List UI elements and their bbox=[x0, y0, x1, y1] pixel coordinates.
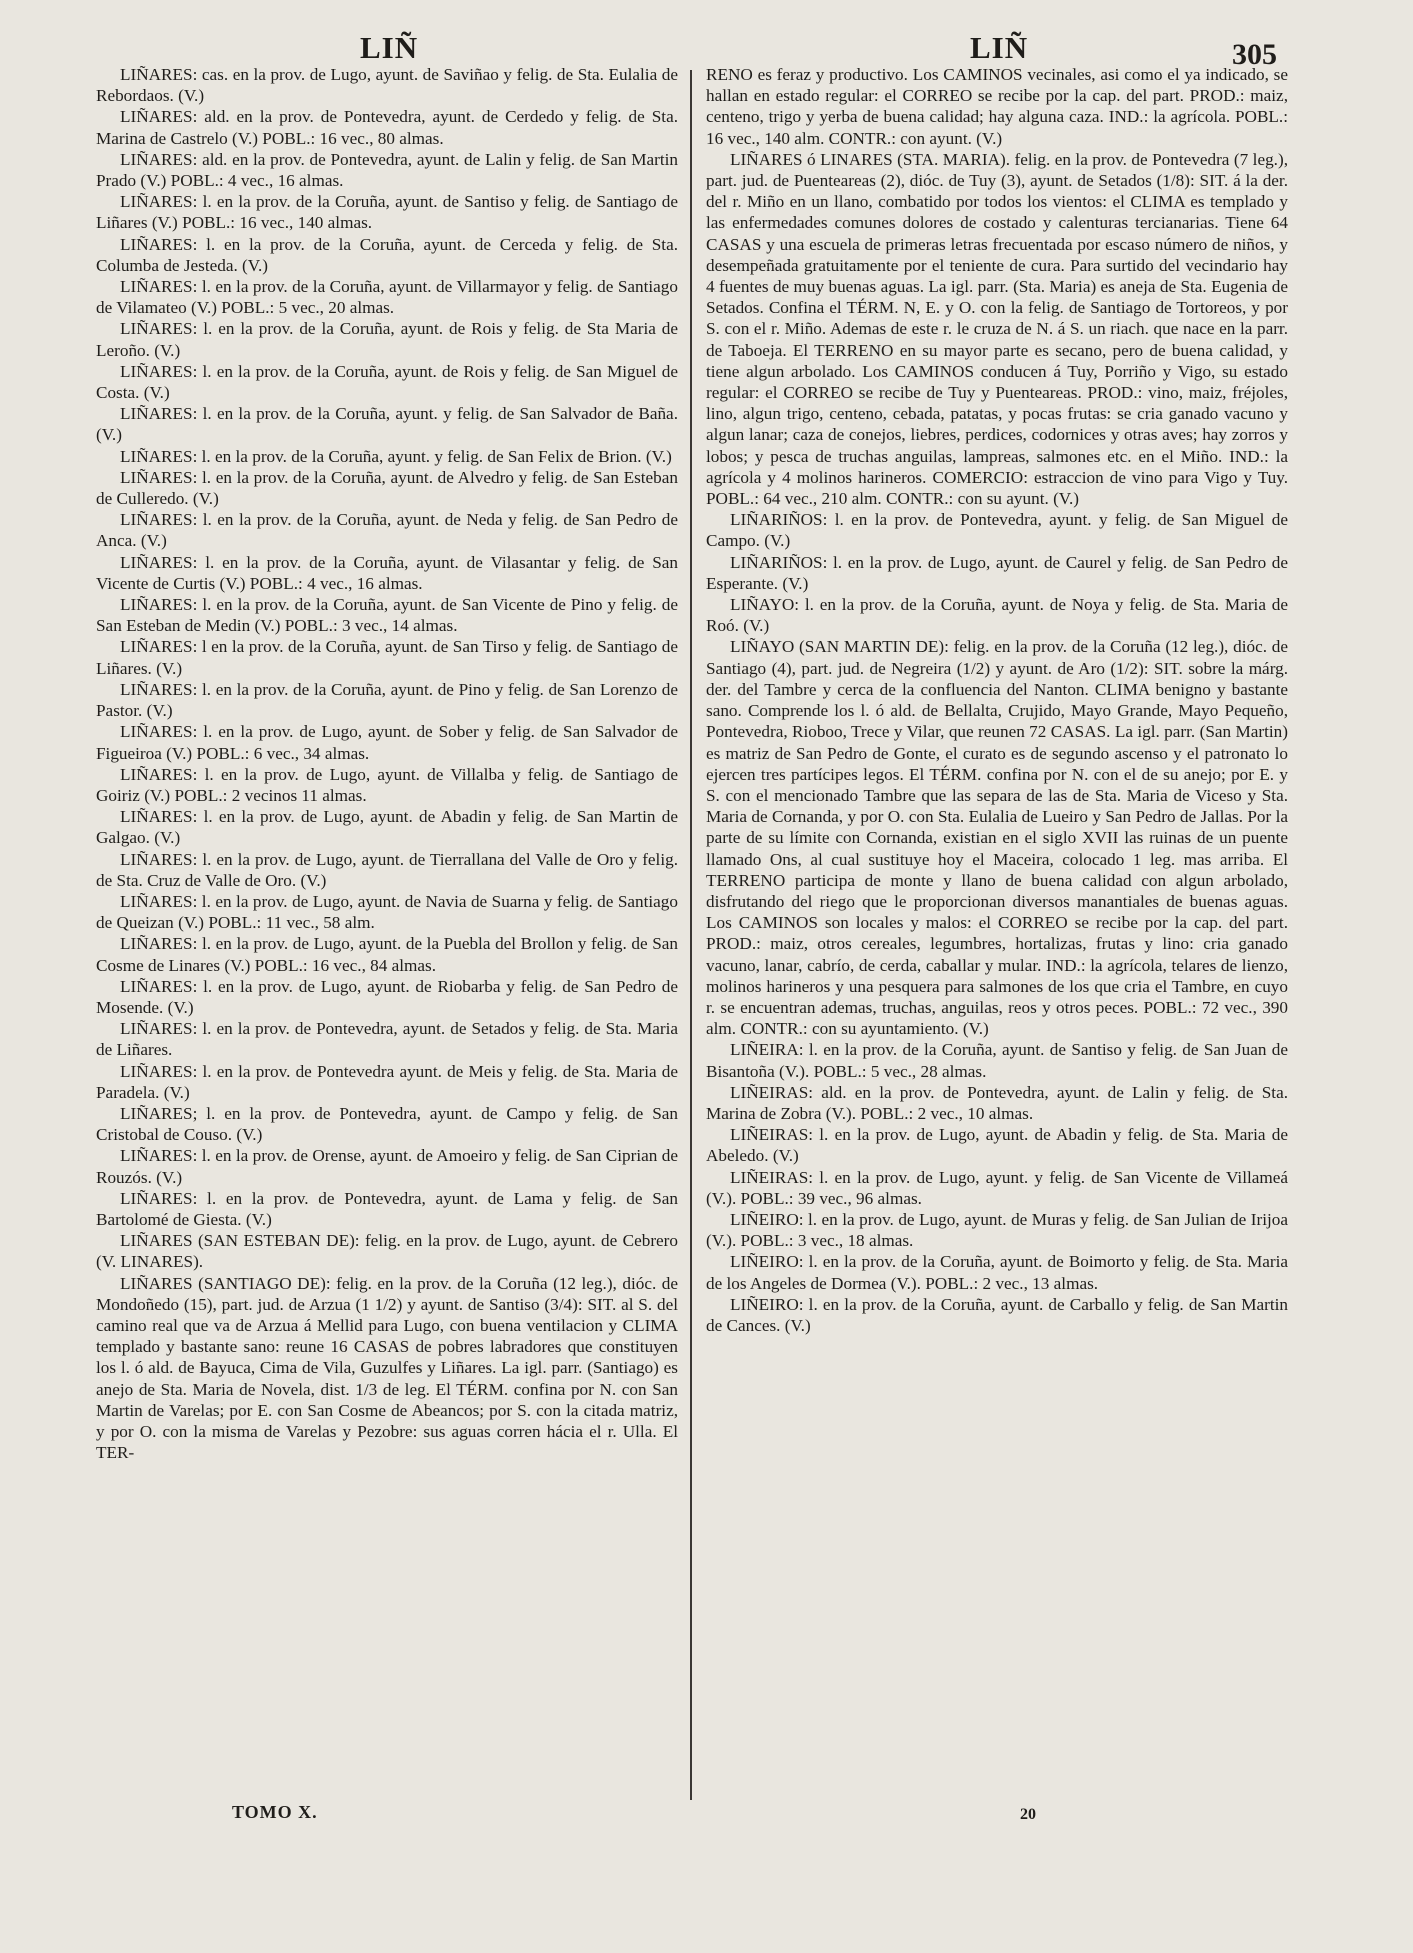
entry: LIÑARIÑOS: l. en la prov. de Pontevedra, ayunt. y felig. de San Miguel de Campo. (V.) bbox=[706, 510, 1288, 551]
entry: LIÑEIRAS: l. en la prov. de Lugo, ayunt. y felig. de San Vicente de Villameá (V.). POBL.: 39 vec., 96 almas. bbox=[706, 1167, 1288, 1208]
entry: LIÑARES: ald. en la prov. de Pontevedra, ayunt. de Lalin y felig. de San Martin Prado (V.) POBL.: 4 vec., 16 almas. bbox=[96, 149, 678, 191]
signature-mark: 20 bbox=[1020, 1806, 1036, 1823]
entry: LIÑARES: l. en la prov. de la Coruña, ayunt. de San Vicente de Pino y felig. de San Esteban de Medin (V.) POBL.: 3 vec., 14 almas. bbox=[96, 595, 678, 636]
entry: LIÑARES: l. en la prov. de Lugo, ayunt. de Tierrallana del Valle de Oro y felig. de Sta. Cruz de Valle de Oro. (V.) bbox=[96, 849, 678, 890]
entry: LIÑARES: l. en la prov. de la Coruña, ayunt. de Villarmayor y felig. de Santiago de Vilamateo (V.) POBL.: 5 vec., 20 almas. bbox=[96, 277, 678, 318]
entry: LIÑARES: l. en la prov. de la Coruña, ayunt. de Pino y felig. de San Lorenzo de Pastor. (V.) bbox=[96, 679, 678, 721]
entry: LIÑARES; l. en la prov. de Pontevedra, ayunt. de Campo y felig. de San Cristobal de Couso. (V.) bbox=[96, 1103, 678, 1145]
volume-footer: TOMO X. bbox=[232, 1802, 318, 1822]
page-number: 305 bbox=[1232, 38, 1277, 71]
entry: LIÑARES: l. en la prov. de la Coruña, ayunt. de Santiso y felig. de Santiago de Liñares (V.) POBL.: 16 vec., 140 almas. bbox=[96, 192, 678, 233]
entry: LIÑARES: l. en la prov. de Lugo, ayunt. de Navia de Suarna y felig. de Santiago de Queizan (V.) POBL.: 11 vec., 58 alm. bbox=[96, 891, 678, 933]
entry: LIÑEIRA: l. en la prov. de la Coruña, ayunt. de Santiso y felig. de San Juan de Bisantoña (V.). POBL.: 5 vec., 28 almas. bbox=[706, 1040, 1288, 1081]
entry: LIÑEIRAS: l. en la prov. de Lugo, ayunt. de Abadin y felig. de Sta. Maria de Abeledo. (V.) bbox=[706, 1125, 1288, 1166]
entry: LIÑARES: cas. en la prov. de Lugo, ayunt. de Saviñao y felig. de Sta. Eulalia de Rebordaos. (V.) bbox=[96, 65, 678, 106]
right-column bbox=[706, 64, 1288, 1336]
entry: LIÑARES: l. en la prov. de Pontevedra, ayunt. de Setados y felig. de Sta. Maria de Liñares. bbox=[96, 1019, 678, 1060]
entry-continuation: RENO es feraz y productivo. Los CAMINOS vecinales, asi como el ya indicado, se hallan en estado regular: el CORREO se recibe por la cap. del part. PROD.: maiz, centeno, trigo y yerba de buena calidad; hay alguna caza. IND.: la agrícola. POBL.: 16 vec., 140 alm. CONTR.: con ayunt. (V.) bbox=[706, 65, 1288, 148]
entry: LIÑARIÑOS: l. en la prov. de Lugo, ayunt. de Caurel y felig. de San Pedro de Esperante. (V.) bbox=[706, 552, 1288, 593]
running-head-left: LIÑ bbox=[360, 30, 419, 65]
entry: LIÑARES (SANTIAGO DE): felig. en la prov. de la Coruña (12 leg.), dióc. de Mondoñedo (15), part. jud. de Arzua (1 1/2) y ayunt. de Santiso (3/4): SIT. al S. del camino real que va de Arzua á Mellid para Lugo, con buena ventilacion y CLIMA templado y bastante sano: reune 16 CASAS de pobres labradores que constituyen los l. ó ald. de Bayuca, Cima de Vila, Guzulfes y Liñares. La igl. parr. (Santiago) es anejo de Sta. Maria de Novela, dist. 1/3 de leg. El TÉRM. confina por N. con San Martin de Varelas; por E. con San Cosme de Abeancos; por S. con la citada matriz, y por O. con la misma de Varelas y Pezobre: sus aguas corren hácia el r. Ulla. El TER- bbox=[96, 1273, 678, 1463]
entry: LIÑARES: l. en la prov. de la Coruña, ayunt. de Cerceda y felig. de Sta. Columba de Jesteda. (V.) bbox=[96, 234, 678, 275]
entry: LIÑEIRO: l. en la prov. de la Coruña, ayunt. de Carballo y felig. de San Martin de Cances. (V.) bbox=[706, 1294, 1288, 1335]
entry: LIÑARES: l. en la prov. de la Coruña, ayunt. de Neda y felig. de San Pedro de Anca. (V.) bbox=[96, 510, 678, 551]
column-divider bbox=[690, 70, 692, 1800]
entry: LIÑEIRO: l. en la prov. de la Coruña, ayunt. de Boimorto y felig. de Sta. Maria de los Angeles de Dormea (V.). POBL.: 2 vec., 13 almas. bbox=[706, 1252, 1288, 1293]
entry: LIÑARES: l. en la prov. de Orense, ayunt. de Amoeiro y felig. de San Ciprian de Rouzós. (V.) bbox=[96, 1146, 678, 1187]
entry: LIÑEIRAS: ald. en la prov. de Pontevedra, ayunt. de Lalin y felig. de Sta. Marina de Zobra (V.). POBL.: 2 vec., 10 almas. bbox=[706, 1082, 1288, 1123]
entry: LIÑEIRO: l. en la prov. de Lugo, ayunt. de Muras y felig. de San Julian de Irijoa (V.). POBL.: 3 vec., 18 almas. bbox=[706, 1209, 1288, 1251]
entry: LIÑARES: l. en la prov. de la Coruña, ayunt. de Rois y felig. de Sta Maria de Leroño. (V.) bbox=[96, 319, 678, 360]
entry: LIÑARES: l en la prov. de la Coruña, ayunt. de San Tirso y felig. de Santiago de Liñares. (V.) bbox=[96, 637, 678, 678]
entry: LIÑARES ó LINARES (STA. MARIA). felig. en la prov. de Pontevedra (7 leg.), part. jud. de Puenteareas (2), dióc. de Tuy (3), ayunt. de Setados (1/8): SIT. á la der. del r. Miño en un llano, combatido por todos los vientos: el CLIMA es templado y las enfermedades comunes dolores de costado y calenturas tercianarias. Tiene 64 CASAS y una escuela de primeras letras frecuentada por escaso número de niños, y desempeñada gratuitamente por el teniente de cura. Para surtido del vecindario hay 4 fuentes de muy buenas aguas. La igl. parr. (Sta. Maria) es aneja de Sta. Eugenia de Setados. Confina el TÉRM. N, E. y O. con la felig. de Santiago de Tortoreos, y por S. con el r. Miño. Ademas de este r. le cruza de N. á S. un riach. que nace en la parr. de Taboeja. El TERRENO en su mayor parte es secano, pero de buena calidad, y tiene algun arbolado. Los CAMINOS conducen á Tuy, Porriño y Vigo, su estado regular: el CORREO se recibe de Tuy y Puenteareas. PROD.: vino, maiz, fréjoles, lino, algun trigo, centeno, cebada, patatas, y pocas frutas: se cria ganado vacuno y algun lanar; caza de conejos, liebres, perdices, codornices y otras aves; hay zorros y lobos; y pesca de truchas anguilas, lampreas, salmones etc. en el Miño. IND.: la agrícola y 4 molinos harineros. COMERCIO: estraccion de vino para Vigo y Tuy. POBL.: 64 vec., 210 alm. CONTR.: con su ayunt. (V.) bbox=[706, 149, 1288, 509]
running-head-right: LIÑ bbox=[970, 30, 1029, 65]
left-column bbox=[96, 64, 678, 1463]
entry: LIÑARES: l. en la prov. de Lugo, ayunt. de Riobarba y felig. de San Pedro de Mosende. (V.) bbox=[96, 976, 678, 1017]
entry: LIÑARES: l. en la prov. de Pontevedra ayunt. de Meis y felig. de Sta. Maria de Paradela. (V.) bbox=[96, 1061, 678, 1102]
entry: LIÑARES: l. en la prov. de Lugo, ayunt. de la Puebla del Brollon y felig. de San Cosme de Linares (V.) POBL.: 16 vec., 84 almas. bbox=[96, 934, 678, 975]
entry: LIÑARES: l. en la prov. de Lugo, ayunt. de Abadin y felig. de San Martin de Galgao. (V.) bbox=[96, 807, 678, 848]
entry: LIÑAYO: l. en la prov. de la Coruña, ayunt. de Noya y felig. de Sta. Maria de Roó. (V.) bbox=[706, 595, 1288, 636]
entry: LIÑARES: l. en la prov. de Pontevedra, ayunt. de Lama y felig. de San Bartolomé de Giesta. (V.) bbox=[96, 1188, 678, 1229]
entry: LIÑARES (SAN ESTEBAN DE): felig. en la prov. de Lugo, ayunt. de Cebrero (V. LINARES). bbox=[96, 1231, 678, 1272]
entry: LIÑARES: l. en la prov. de la Coruña, ayunt. y felig. de San Felix de Brion. (V.) bbox=[120, 446, 672, 466]
entry: LIÑARES: ald. en la prov. de Pontevedra, ayunt. de Cerdedo y felig. de Sta. Marina de Castrelo (V.) POBL.: 16 vec., 80 almas. bbox=[96, 107, 678, 148]
entry: LIÑARES: l. en la prov. de la Coruña, ayunt. de Rois y felig. de San Miguel de Costa. (V.) bbox=[96, 361, 678, 403]
entry: LIÑAYO (SAN MARTIN DE): felig. en la prov. de la Coruña (12 leg.), dióc. de Santiago (4), part. jud. de Negreira (1/2) y ayunt. de Aro (1/2): SIT. sobre la márg. der. del Tambre y cerca de la confluencia del Nanton. CLIMA benigno y bastante sano. Comprende los l. ó ald. de Bellalta, Crujido, Mayo Grande, Mayo Pequeño, Pontevedra, Rioboo, Trece y Vilar, que reunen 72 CASAS. La igl. parr. (San Martin) es matriz de San Pedro de Gonte, el curato es de segundo ascenso y el patronato lo ejercen tres partícipes legos. El TÉRM. confina por N. con el de su anejo; por E. y S. con el mencionado Tambre que las separa de las de Sta. Maria de Viceso y Sta. Maria de Cornanda, y por O. con Sta. Eulalia de Lueiro y San Pedro de Jallas. Por la parte de su límite con Cornanda, existian en el siglo XVII las ruinas de un puente llamado Ons, al cual sustituye hoy el Maceira, colocado 1 leg. mas arriba. El TERRENO participa de monte y llano de buena calidad con algun arbolado, disfrutando del riego que le proporcionan diversos manantiales de buenas aguas. Los CAMINOS son locales y malos: el CORREO se recibe por la cap. del part. PROD.: maiz, otros cereales, legumbres, hortalizas, frutas y lino: cria ganado vacuno, lanar, cabrío, de cerda, caballar y mular. IND.: la agrícola, telares de lienzo, molinos harineros y una pesquera para salmones de los que cria el Tambre, en cuyo r. se encuentran ademas, truchas, anguilas, reos y otros peces. POBL.: 72 vec., 390 alm. CONTR.: con su ayuntamiento. (V.) bbox=[706, 637, 1288, 1039]
entry: LIÑARES: l. en la prov. de Lugo, ayunt. de Sober y felig. de San Salvador de Figueiroa (V.) POBL.: 6 vec., 34 almas. bbox=[96, 722, 678, 763]
entry: LIÑARES: l. en la prov. de la Coruña, ayunt. de Alvedro y felig. de San Esteban de Culleredo. (V.) bbox=[96, 467, 678, 509]
entry: LIÑARES: l. en la prov. de la Coruña, ayunt. de Vilasantar y felig. de San Vicente de Curtis (V.) POBL.: 4 vec., 16 almas. bbox=[96, 552, 678, 593]
entry: LIÑARES: l. en la prov. de la Coruña, ayunt. y felig. de San Salvador de Baña. (V.) bbox=[96, 404, 678, 445]
entry: LIÑARES: l. en la prov. de Lugo, ayunt. de Villalba y felig. de Santiago de Goiriz (V.) POBL.: 2 vecinos 11 almas. bbox=[96, 764, 678, 805]
